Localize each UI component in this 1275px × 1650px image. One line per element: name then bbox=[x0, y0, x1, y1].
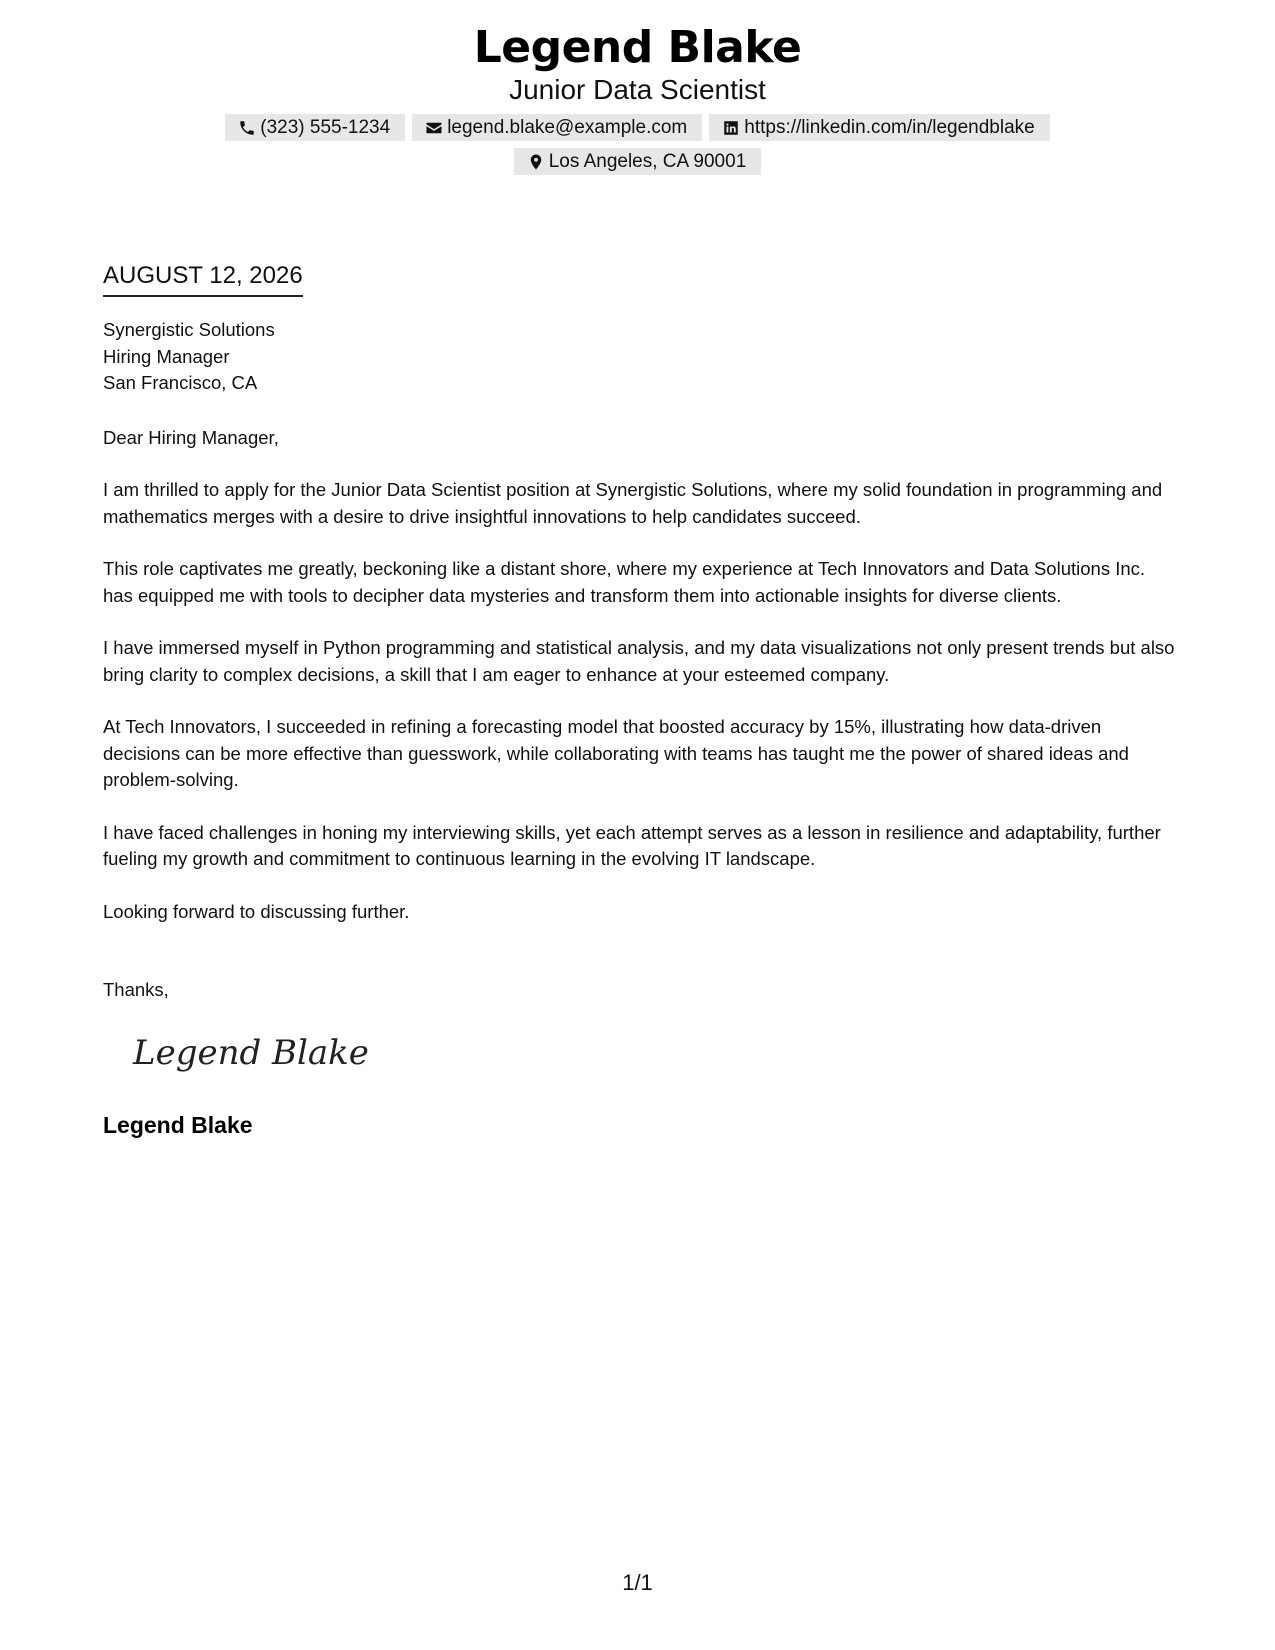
envelope-icon bbox=[425, 119, 443, 137]
body-paragraph: At Tech Innovators, I succeeded in refining a forecasting model that boosted accuracy by 15%, illustrating how data-driven decisions can be more effective than guesswork, while collaborating with teams has taught me the power of shared ideas and problem-solving. bbox=[103, 716, 1129, 790]
map-pin-icon bbox=[527, 153, 545, 171]
recipient-location: San Francisco, CA bbox=[103, 372, 258, 393]
signature-text: Legend Blake bbox=[133, 1032, 369, 1073]
phone-text: (323) 555-1234 bbox=[260, 116, 391, 138]
recipient-block bbox=[103, 317, 1178, 397]
body-paragraph: I have immersed myself in Python programming and statistical analysis, and my data visualizations not only present trends but also bring clarity to complex decisions, a skill that I am eager to enhance at your esteemed company. bbox=[103, 637, 1175, 685]
linkedin-icon bbox=[722, 119, 740, 137]
linkedin-chip bbox=[709, 114, 1049, 141]
signer-name: Legend Blake bbox=[103, 1112, 253, 1138]
linkedin-text: https://linkedin.com/in/legendblake bbox=[744, 116, 1035, 138]
closing-line: Looking forward to discussing further. bbox=[103, 900, 410, 922]
applicant-title: Junior Data Scientist bbox=[509, 74, 766, 105]
body-paragraph: I am thrilled to apply for the Junior Data Scientist position at Synergistic Solutions, where my solid foundation in programming and mathematics merges with a desire to drive insightful innovations to help candidates succeed. bbox=[103, 479, 1163, 527]
contact-row-2 bbox=[0, 148, 1275, 175]
body-paragraph: I have faced challenges in honing my interviewing skills, yet each attempt serves as a lesson in resilience and adaptability, further fueling my growth and commitment to continuous learning in the evolving IT landscape. bbox=[103, 821, 1161, 869]
page-number: 1/1 bbox=[622, 1570, 653, 1595]
location-text: Los Angeles, CA 90001 bbox=[548, 150, 747, 172]
contact-row-1 bbox=[0, 114, 1275, 141]
recipient-company: Synergistic Solutions bbox=[103, 319, 275, 340]
letter-date: AUGUST 12, 2026 bbox=[103, 260, 303, 297]
letter-header bbox=[0, 22, 1275, 182]
salutation: Dear Hiring Manager, bbox=[103, 426, 279, 448]
body-paragraph: This role captivates me greatly, beckoning like a distant shore, where my experience at Tech Innovators and Data Solutions Inc. has equipped me with tools to decipher data mysteries and transform them into actionable insights for diverse clients. bbox=[103, 558, 1146, 606]
recipient-role: Hiring Manager bbox=[103, 345, 230, 367]
email-chip bbox=[412, 114, 702, 141]
email-text: legend.blake@example.com bbox=[447, 116, 688, 138]
phone-chip bbox=[225, 114, 405, 141]
applicant-name: Legend Blake bbox=[473, 22, 802, 73]
location-chip bbox=[514, 148, 762, 175]
handwritten-signature bbox=[129, 1024, 369, 1084]
signoff: Thanks, bbox=[103, 979, 169, 1000]
letter-body bbox=[103, 260, 1178, 1139]
phone-icon bbox=[238, 119, 256, 137]
